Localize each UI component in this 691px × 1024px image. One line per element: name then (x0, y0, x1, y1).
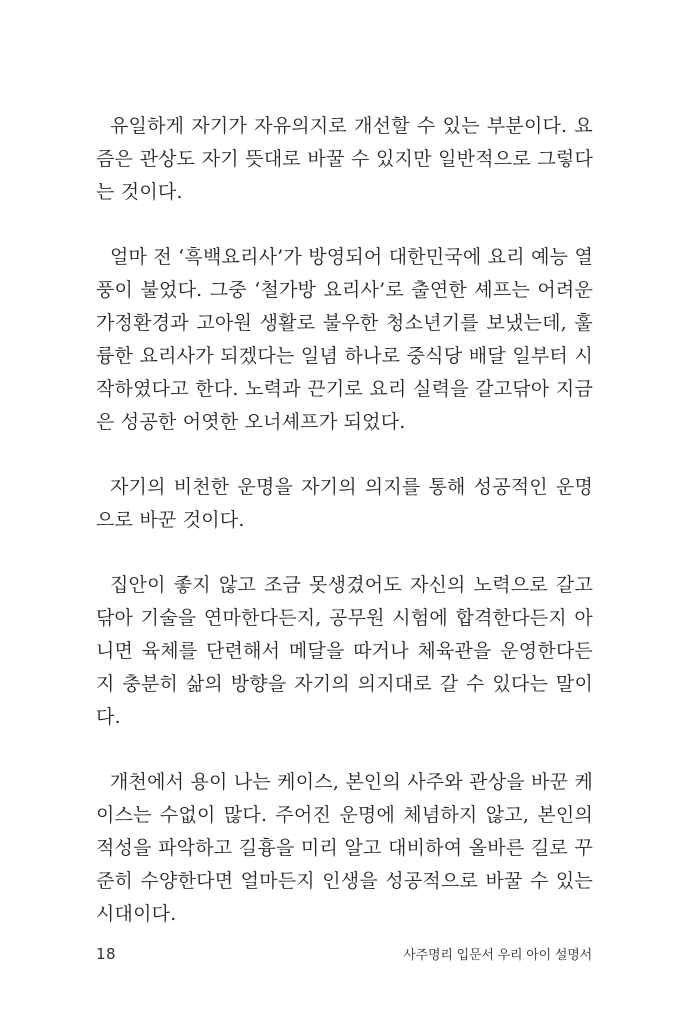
running-title: 사주명리 입문서 우리 아이 설명서 (403, 948, 592, 963)
paragraph-2: 얼마 전 ‘흑백요리사’가 방영되어 대한민국에 요리 예능 열풍이 불었다. 그중 ‘철가방 요리사’로 출연한 셰프는 어려운 가정환경과 고아원 생활로 불우한 청소년기를 보냈는데, 훌륭한 요리사가 되겠다는 일념 하나로 중식당 배달 일부터 시작하였다고 한다. 노력과 끈기로 요리 실력을 갈고닦아 지금은 성공한 어엿한 오너셰프가 되었다. (96, 246, 593, 433)
body-text (96, 110, 593, 963)
page-footer (96, 944, 592, 963)
paragraph-5: 개천에서 용이 나는 케이스, 본인의 사주와 관상을 바꾼 케이스는 수없이 많다. 주어진 운명에 체념하지 않고, 본인의 적성을 파악하고 길흉을 미리 알고 대비하여 올바른 길로 꾸준히 수양한다면 얼마든지 인생을 성공적으로 바꿀 수 있는 시대이다. (96, 771, 593, 925)
paragraph-3: 자기의 비천한 운명을 자기의 의지를 통해 성공적인 운명으로 바꾼 것이다. (96, 476, 593, 531)
page-number: 18 (96, 945, 117, 963)
paragraph-1: 유일하게 자기가 자유의지로 개선할 수 있는 부분이다. 요즘은 관상도 자기 뜻대로 바꿀 수 있지만 일반적으로 그렇다는 것이다. (96, 115, 593, 203)
paragraph-4: 집안이 좋지 않고 조금 못생겼어도 자신의 노력으로 갈고닦아 기술을 연마한다든지, 공무원 시험에 합격한다든지 아니면 육체를 단련해서 메달을 따거나 체육관을 운영한다든지 충분히 삶의 방향을 자기의 의지대로 갈 수 있다는 말이다. (96, 574, 593, 728)
